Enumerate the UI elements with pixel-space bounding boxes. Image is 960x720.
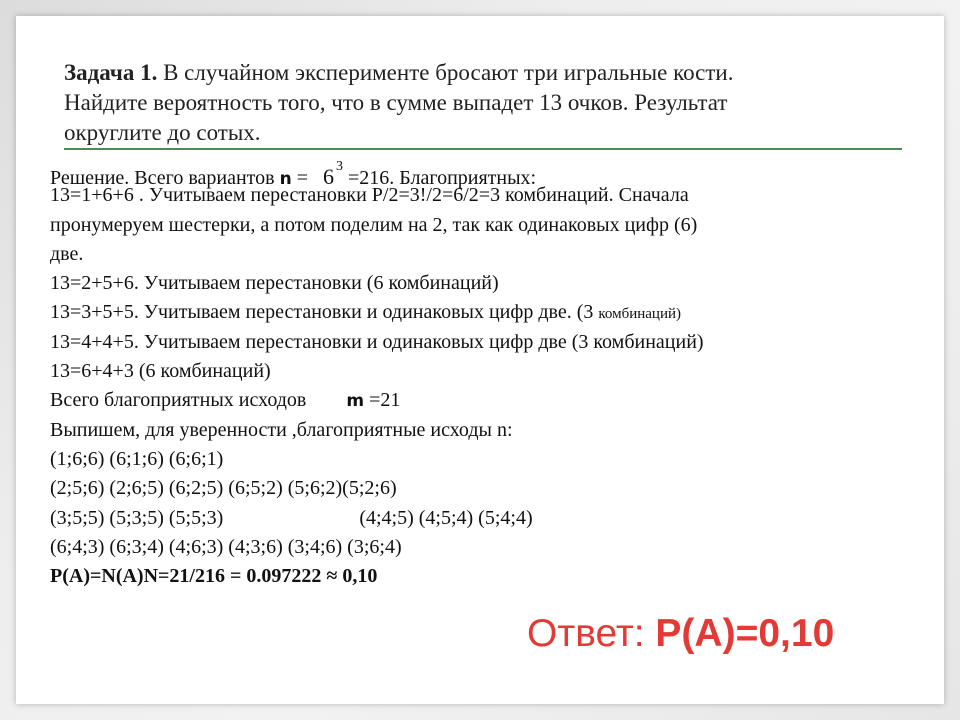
probability-result: P(A)=N(A)N=21/216 = 0.097222 ≈ 0,10: [50, 565, 378, 588]
solution-line-4: две.: [50, 242, 84, 265]
answer-value: P(A)=0,10: [655, 612, 835, 655]
solution-line-6: 13=3+5+5. Учитываем перестановки и одинаковых цифр две. (3 комбинаций): [50, 301, 682, 324]
task-line-2: Найдите вероятность того, что в сумме выпадет 13 очков. Результат: [64, 90, 728, 115]
solution-line-5: 13=2+5+6. Учитываем перестановки (6 комбинаций): [50, 272, 499, 295]
solution-line-14: (6;4;3) (6;3;4) (4;6;3) (4;3;6) (3;4;6) (3;6;4): [50, 535, 402, 558]
solution-line-13: (3;5;5) (5;3;5) (5;5;3) (4;4;5) (4;5;4) (5;4;4): [50, 506, 533, 529]
solution-line-12: (2;5;6) (2;6;5) (6;2;5) (6;5;2) (5;6;2)(5;2;6): [50, 477, 397, 500]
solution-line-1: Решение. Всего вариантов n = 6 $^3$ =216. Благоприятных:: [50, 159, 537, 189]
answer: [527, 612, 834, 656]
solution-block: [50, 152, 930, 591]
task-statement: [64, 58, 884, 148]
task-label: Задача 1.: [64, 60, 158, 85]
solution-line-10: Выпишем, для уверенности ,благоприятные исходы n:: [50, 418, 513, 441]
title-divider: [64, 148, 902, 150]
task-line-1: Задача 1. В случайном эксперименте бросают три игральные кости.: [64, 60, 734, 85]
solution-line-2: 13=1+6+6 . Учитываем перестановки P/2=3!/2=6/2=3 комбинаций. Сначала: [50, 184, 689, 207]
task-line-3: округлите до сотых.: [64, 120, 261, 145]
n-variable: n: [279, 169, 292, 189]
solution-line-8: 13=6+4+3 (6 комбинаций): [50, 360, 271, 383]
answer-label: Ответ:: [527, 612, 656, 655]
solution-line-3: пронумеруем шестерки, а потом поделим на 2, так как одинаковых цифр (6): [50, 213, 698, 236]
m-variable: m: [346, 391, 365, 412]
power-expression: 6 $^3$: [323, 159, 343, 189]
solution-line-11: (1;6;6) (6;1;6) (6;6;1): [50, 447, 224, 470]
solution-line-9: Всего благоприятных исходов m =21: [50, 389, 401, 412]
solution-line-7: 13=4+4+5. Учитываем перестановки и одинаковых цифр две (3 комбинаций): [50, 330, 704, 353]
